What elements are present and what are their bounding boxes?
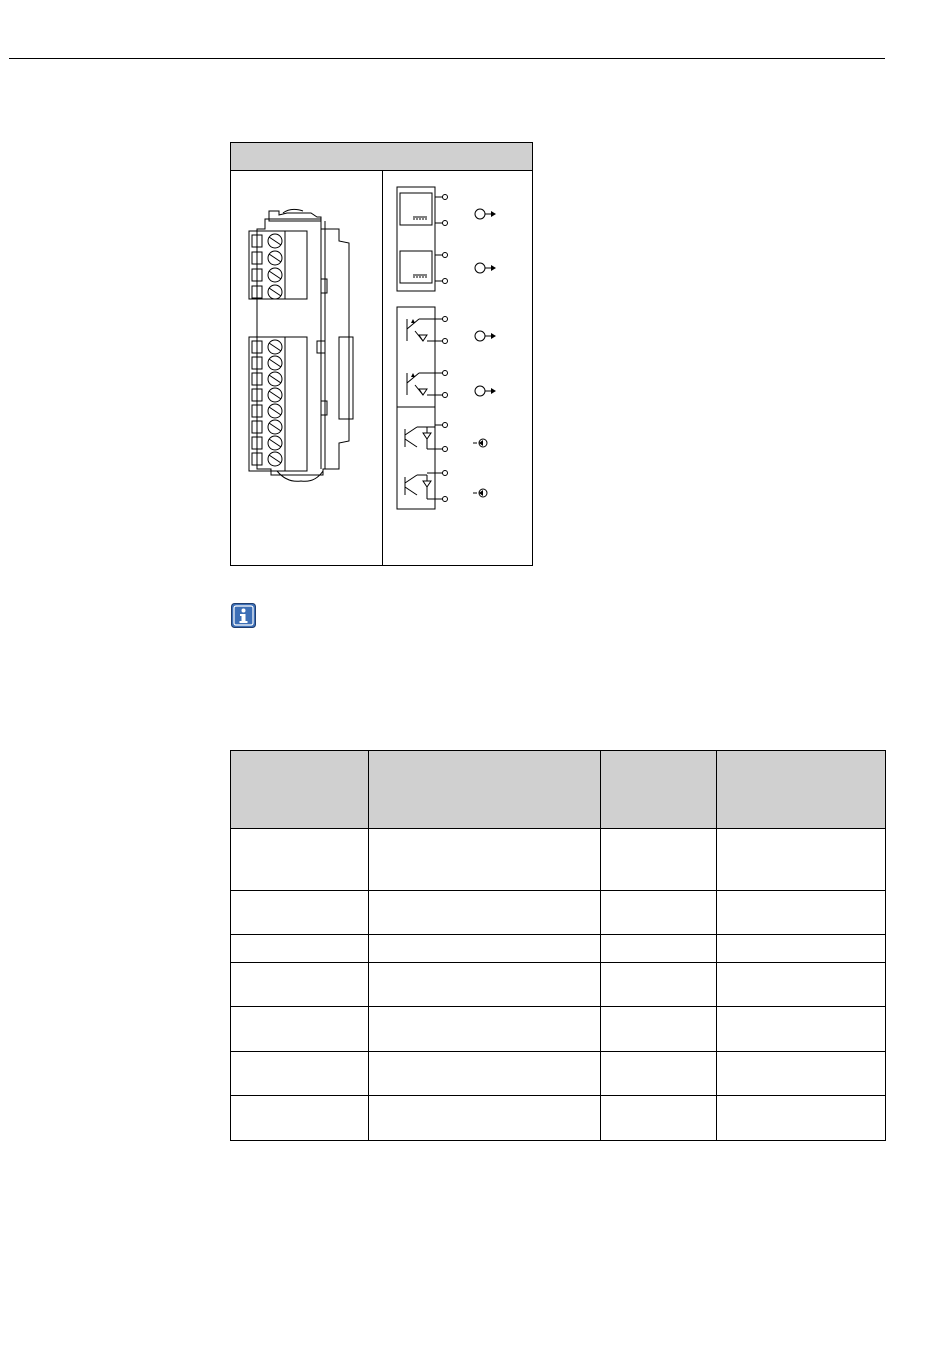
table-cell [717,829,886,891]
table-cell [231,829,369,891]
table-row [231,829,886,891]
table-cell [231,1052,369,1096]
table-cell [601,1096,717,1141]
table-cell [601,891,717,935]
table-cell [231,935,369,963]
terminal-module-drawing [231,171,382,566]
table-cell [231,891,369,935]
table-cell [601,829,717,891]
table-cell [717,891,886,935]
module-figure [230,142,533,566]
table-cell [369,1052,601,1096]
table-header-cell [369,751,601,829]
table-cell [231,1007,369,1052]
table-row [231,1096,886,1141]
io-schematic [383,171,533,566]
table-cell [369,935,601,963]
page-header-rule [9,58,885,59]
figure-header [231,143,532,171]
table-row [231,963,886,1007]
table-cell [717,1007,886,1052]
table-cell [601,963,717,1007]
table-header-cell [717,751,886,829]
table-cell [369,829,601,891]
table-cell [231,963,369,1007]
table-cell [601,935,717,963]
info-icon [231,603,256,628]
table-cell [601,1052,717,1096]
table-cell [717,963,886,1007]
table-cell [717,935,886,963]
table-cell [369,963,601,1007]
table-cell [717,1052,886,1096]
table-row [231,1007,886,1052]
table-header-cell [601,751,717,829]
table-cell [369,1096,601,1141]
table-header-row [231,751,886,829]
io-schematic-illustration [383,171,533,566]
table-cell [601,1007,717,1052]
table-cell [369,1007,601,1052]
table-row [231,935,886,963]
table-row [231,1052,886,1096]
table-cell [717,1096,886,1141]
terminal-module-illustration [231,171,382,566]
table-cell [231,1096,369,1141]
table-row [231,891,886,935]
table-cell [369,891,601,935]
table-header-cell [231,751,369,829]
specification-table [230,750,886,1141]
